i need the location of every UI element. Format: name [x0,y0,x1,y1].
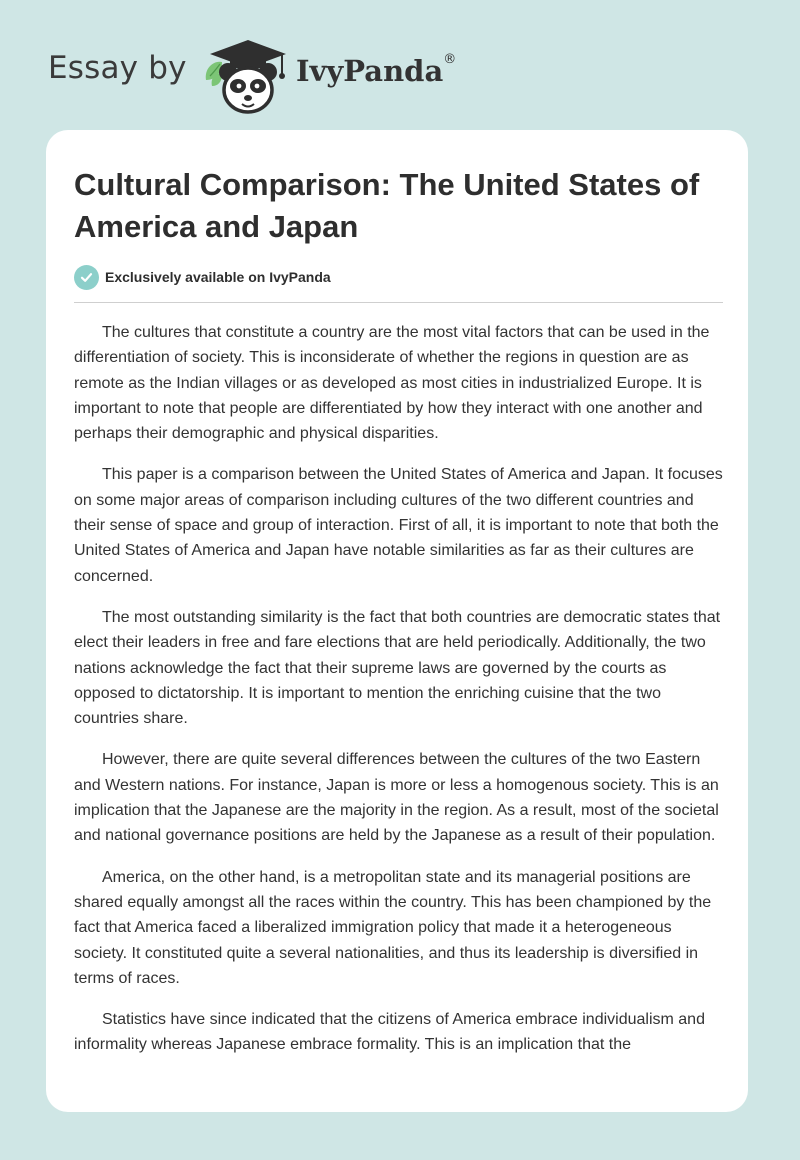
panda-graduate-icon [202,36,294,116]
essay-card [46,130,748,1112]
paragraph: America, on the other hand, is a metropolitan state and its managerial positions are shared equally amongst all the races within the country. This has been championed by the fact that America faced a liberalized immigration policy that made it a heterogeneous society. It constituted quite a several nationalities, and thus its leadership is diversified in terms of races. [74,868,712,987]
paragraph: However, there are quite several differences between the cultures of the two Eastern and Western nations. For instance, Japan is more or less a homogenous society. This is an implication that the Japanese are the majority in the region. As a result, most of the societal and national governance positions are held by the Japanese as a result of their population. [74,751,719,845]
paragraph: This paper is a comparison between the United States of America and Japan. It focuses on some major areas of comparison including cultures of the two different countries and their sense of space and group of interaction. First of all, it is important to note that both the United States of America and Japan have notable similarities as far as their cultures are concerned. [74,466,723,585]
brand-logo-text[interactable]: IvyPanda® [296,52,457,88]
exclusive-badge [74,264,331,290]
essay-body [74,320,726,1074]
paragraph: The cultures that constitute a country are the most vital factors that can be used in the differentiation of society. This is inconsiderate of whether the regions in question are as remote as the Indian villages or as developed as most cities in industrialized Europe. It is important to note that people are differentiated by how they interact with one another and perhaps their demographic and physical disparities. [74,324,710,443]
paragraph: Statistics have since indicated that the citizens of America embrace individualism and informality whereas Japanese embrace formality. This is an implication that the [74,1011,705,1054]
exclusive-badge-text: Exclusively available on IvyPanda [105,269,331,285]
registered-mark: ® [443,52,457,67]
divider [74,302,723,303]
site-header [48,26,748,116]
paragraph: The most outstanding similarity is the fact that both countries are democratic states that elect their leaders in free and fare elections that are held periodically. Additionally, the two nations acknowledge the fact that their supreme laws are governed by the courts as opposed to dictatorship. It is important to mention the enriching cuisine that the two countries share. [74,608,721,728]
check-circle-icon [74,265,99,290]
essay-by-label: Essay by [48,50,187,86]
page-title: Cultural Comparison: The United States of America and Japan [74,167,700,244]
